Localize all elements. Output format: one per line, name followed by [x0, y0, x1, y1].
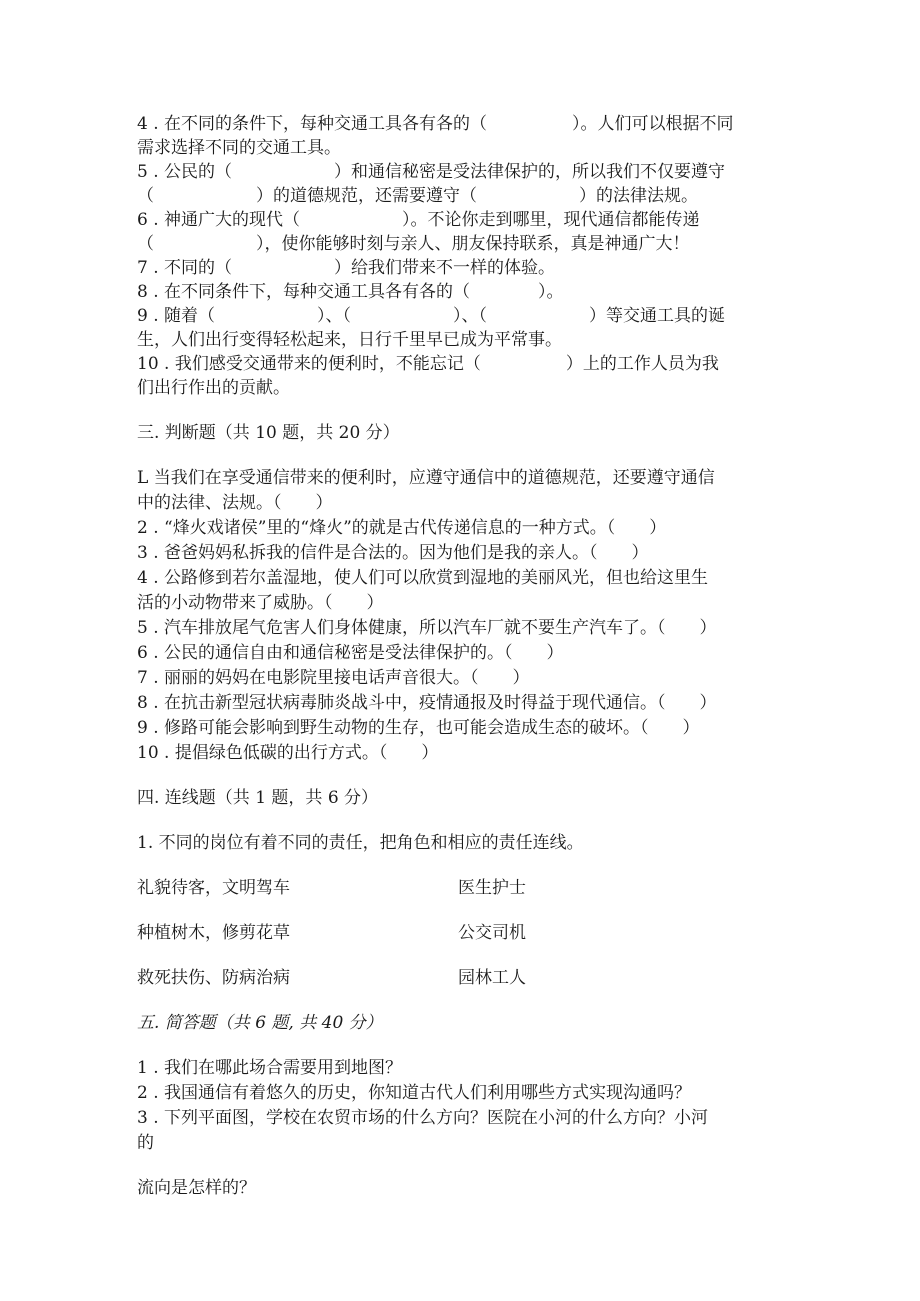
fill-blank-line: 9 . 随着（ ）、（ ）、（ ）等交通工具的诞	[137, 306, 726, 326]
short-answer-line: 1 . 我们在哪此场合需要用到地图？	[137, 1058, 403, 1078]
matching-right-item: 园林工人	[458, 968, 526, 988]
judgement-line: 10 . 提倡绿色低碳的出行方式。（ ）	[137, 743, 439, 763]
judgement-line: 9 . 修路可能会影响到野生动物的生存，也可能会造成生态的破坏。（ ）	[137, 718, 700, 738]
short-answer-line: 2 . 我国通信有着悠久的历史，你知道古代人们利用哪些方式实现沟通吗？	[137, 1083, 692, 1103]
matching-question: 1. 不同的岗位有着不同的责任，把角色和相应的责任连线。	[137, 833, 584, 853]
judgement-line: L 当我们在享受通信带来的便利时，应遵守通信中的道德规范，还要遵守通信	[137, 468, 715, 488]
short-answer-line: 的	[137, 1133, 154, 1153]
short-answer-line: 3 . 下列平面图，学校在农贸市场的什么方向？医院在小河的什么方向？小河	[137, 1108, 709, 1128]
matching-left-item: 种植树木，修剪花草	[137, 923, 290, 943]
judgement-line: 6 . 公民的通信自由和通信秘密是受法律保护的。（ ）	[137, 643, 564, 663]
judgement-line: 活的小动物带来了威胁。（ ）	[137, 593, 384, 613]
judgement-line: 3 . 爸爸妈妈私拆我的信件是合法的。因为他们是我的亲人。（ ）	[137, 543, 649, 563]
fill-blank-line: 10 . 我们感受交通带来的便利时，不能忘记（ ）上的工作人员为我	[137, 354, 719, 374]
fill-blank-line: 7 . 不同的（ ）给我们带来不一样的体验。	[137, 258, 556, 278]
matching-left-item: 礼貌待客，文明驾车	[137, 878, 290, 898]
section-heading-judgement: 三. 判断题（共 10 题，共 20 分）	[137, 423, 400, 443]
matching-left-item: 救死扶伤、防病治病	[137, 968, 290, 988]
judgement-line: 7 . 丽丽的妈妈在电影院里接电话声音很大。（ ）	[137, 668, 530, 688]
judgement-line: 5 . 汽车排放尾气危害人们身体健康，所以汽车厂就不要生产汽车了。（ ）	[137, 618, 717, 638]
fill-blank-line: 生，人们出行变得轻松起来，日行千里早已成为平常事。	[137, 330, 562, 350]
section-heading-short-answer: 五. 简答题（共 6 题, 共 40 分）	[137, 1013, 383, 1033]
judgement-line: 中的法律、法规。（ ）	[137, 493, 333, 513]
fill-blank-line: 4 . 在不同的条件下，每种交通工具各有各的（ ）。人们可以根据不同	[137, 114, 734, 134]
short-answer-tail: 流向是怎样的？	[137, 1178, 256, 1198]
judgement-line: 4 . 公路修到若尔盖湿地，使人们可以欣赏到湿地的美丽风光，但也给这里生	[137, 568, 709, 588]
fill-blank-line: 5 . 公民的（ ）和通信秘密是受法律保护的，所以我们不仅要遵守	[137, 162, 726, 182]
fill-blank-line: 6 . 神通广大的现代（ ）。不论你走到哪里，现代通信都能传递	[137, 210, 700, 230]
matching-right-item: 医生护士	[458, 878, 526, 898]
matching-right-item: 公交司机	[458, 923, 526, 943]
fill-blank-line: 需求选择不同的交通工具。	[137, 138, 341, 158]
fill-blank-line: 8 . 在不同条件下，每种交通工具各有各的（ ）。	[137, 282, 564, 302]
section-heading-matching: 四. 连线题（共 1 题，共 6 分）	[137, 788, 379, 808]
fill-blank-line: 们出行作出的贡献。	[137, 378, 290, 398]
fill-blank-line: （ ），使你能够时刻与亲人、朋友保持联系，真是神通广大！	[137, 234, 690, 254]
judgement-line: 2 . “烽火戏诸侯”里的“烽火”的就是古代传递信息的一种方式。（ ）	[137, 518, 667, 538]
judgement-line: 8 . 在抗击新型冠状病毒肺炎战斗中，疫情通报及时得益于现代通信。（ ）	[137, 693, 717, 713]
fill-blank-line: （ ）的道德规范，还需要遵守（ ）的法律法规。	[137, 186, 698, 206]
